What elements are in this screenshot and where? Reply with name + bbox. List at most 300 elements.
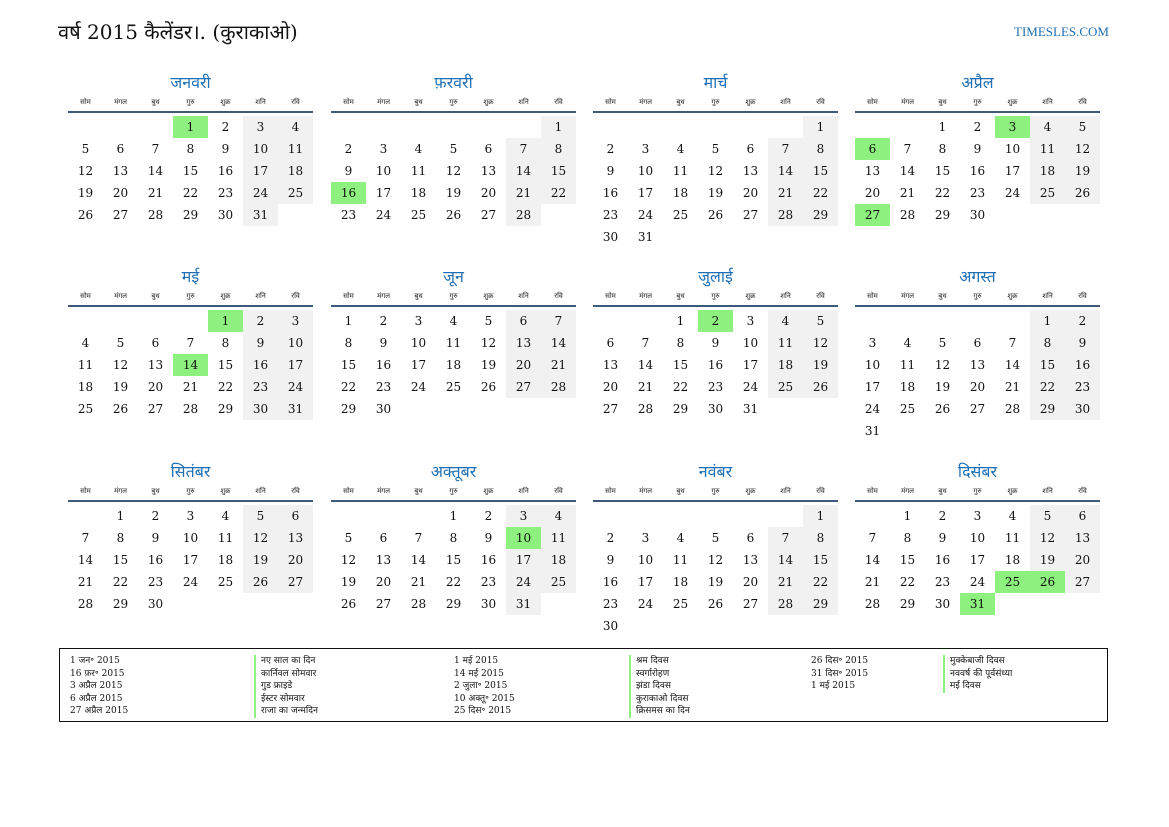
day-cell: 21	[77, 575, 94, 589]
day-cell: 11	[77, 358, 94, 372]
weekday-label: शनि	[518, 487, 529, 495]
day-cell: 14	[147, 164, 164, 178]
day-cell: 2	[606, 142, 615, 156]
day-cell: 3	[278, 310, 313, 332]
holiday-day-cell: 3	[995, 116, 1030, 138]
day-cell: 13	[506, 332, 541, 354]
day-cell: 7	[868, 531, 877, 545]
empty-cell	[401, 505, 436, 527]
day-cell: 19	[340, 575, 357, 589]
day-cell: 26	[1065, 182, 1100, 204]
day-cell: 31	[742, 402, 759, 416]
day-cell: 4	[278, 116, 313, 138]
day-cell: 10	[1004, 142, 1021, 156]
day-cell: 11	[445, 336, 462, 350]
day-cell: 1	[938, 120, 947, 134]
day-cell: 3	[973, 509, 982, 523]
site-link[interactable]: TIMESLES.COM	[1014, 24, 1109, 39]
weekday-label: गुरु	[711, 98, 720, 106]
day-cell: 19	[707, 575, 724, 589]
day-cell: 9	[973, 142, 982, 156]
empty-cell	[768, 116, 803, 138]
holiday-day-cell: 26	[1030, 571, 1065, 593]
weekday-label: सोम	[343, 292, 354, 300]
day-cell: 12	[1030, 527, 1065, 549]
day-cell: 19	[707, 186, 724, 200]
weekday-label: बुध	[676, 98, 685, 106]
day-cell: 21	[506, 182, 541, 204]
day-cell: 2	[1065, 310, 1100, 332]
day-cell: 16	[602, 575, 619, 589]
weekday-header	[593, 290, 838, 307]
weekday-label: मंगल	[377, 292, 390, 300]
empty-cell	[331, 116, 366, 138]
day-cell: 26	[445, 208, 462, 222]
weekday-header	[855, 485, 1100, 502]
empty-cell	[593, 116, 628, 138]
empty-cell	[68, 310, 103, 332]
day-cell: 14	[768, 549, 803, 571]
day-cell: 19	[480, 358, 497, 372]
day-cell: 5	[1030, 505, 1065, 527]
day-cell: 29	[899, 597, 916, 611]
weekday-label: सोम	[605, 98, 616, 106]
day-cell: 28	[147, 208, 164, 222]
empty-cell	[733, 505, 768, 527]
day-cell: 22	[182, 186, 199, 200]
weekday-label: शनि	[780, 98, 791, 106]
day-cell: 30	[243, 398, 278, 420]
empty-cell	[138, 116, 173, 138]
day-cell: 24	[637, 597, 654, 611]
day-cell: 8	[541, 138, 576, 160]
day-cell: 3	[641, 531, 650, 545]
day-cell: 3	[186, 509, 195, 523]
day-cell: 1	[803, 505, 838, 527]
day-cell: 30	[707, 402, 724, 416]
day-cell: 3	[506, 505, 541, 527]
weekday-label: सोम	[867, 487, 878, 495]
holiday-day-cell: 2	[698, 310, 733, 332]
day-cell: 13	[375, 553, 392, 567]
day-cell: 7	[81, 531, 90, 545]
day-cell: 10	[969, 531, 986, 545]
day-cell: 27	[1065, 571, 1100, 593]
legend-holiday-name: श्रम दिवस	[636, 656, 669, 666]
day-cell: 20	[480, 186, 497, 200]
day-grid	[68, 116, 313, 226]
month-1	[68, 72, 313, 226]
weekday-label: शुक्र	[1007, 98, 1018, 106]
legend-holiday-name: ईस्टर सोमवार	[261, 693, 305, 704]
day-cell: 29	[112, 597, 129, 611]
month-7	[593, 266, 838, 420]
month-name: फ़रवरी	[434, 73, 473, 92]
day-cell: 8	[449, 531, 458, 545]
empty-cell	[506, 116, 541, 138]
day-cell: 14	[768, 160, 803, 182]
day-cell: 20	[375, 575, 392, 589]
holiday-legend	[59, 648, 1108, 722]
day-cell: 12	[480, 336, 497, 350]
empty-cell	[890, 310, 925, 332]
day-cell: 23	[934, 575, 951, 589]
day-cell: 4	[676, 142, 685, 156]
day-cell: 23	[602, 208, 619, 222]
day-grid	[331, 116, 576, 226]
day-cell: 19	[445, 186, 462, 200]
legend-date: 1 जन॰ 2015	[70, 656, 120, 666]
day-cell: 24	[506, 571, 541, 593]
day-cell: 7	[1008, 336, 1017, 350]
weekday-label: बुध	[414, 98, 423, 106]
day-cell: 25	[445, 380, 462, 394]
weekday-header	[331, 290, 576, 307]
day-cell: 19	[1030, 549, 1065, 571]
day-cell: 23	[707, 380, 724, 394]
day-grid	[855, 310, 1100, 442]
legend-holiday-name: मई दिवस	[950, 681, 981, 691]
day-cell: 28	[1004, 402, 1021, 416]
day-cell: 29	[934, 208, 951, 222]
weekday-label: शनि	[1042, 292, 1053, 300]
day-cell: 19	[77, 186, 94, 200]
day-cell: 5	[484, 314, 493, 328]
day-cell: 18	[541, 549, 576, 571]
day-cell: 9	[1065, 332, 1100, 354]
month-name: नवंबर	[698, 462, 733, 481]
day-cell: 20	[1065, 549, 1100, 571]
day-cell: 29	[803, 593, 838, 615]
day-cell: 12	[445, 164, 462, 178]
day-cell: 7	[903, 142, 912, 156]
legend-holiday-name: क्रिसमस का दिन	[636, 706, 690, 716]
month-name: जनवरी	[170, 73, 211, 92]
empty-cell	[855, 310, 890, 332]
day-cell: 30	[480, 597, 497, 611]
empty-cell	[401, 116, 436, 138]
empty-cell	[663, 116, 698, 138]
day-cell: 1	[1030, 310, 1065, 332]
empty-cell	[68, 116, 103, 138]
day-cell: 5	[938, 336, 947, 350]
weekday-label: मंगल	[114, 292, 127, 300]
weekday-label: गुरु	[449, 487, 458, 495]
day-cell: 7	[768, 138, 803, 160]
day-cell: 12	[707, 164, 724, 178]
day-grid	[593, 505, 838, 637]
legend-dates-3	[811, 655, 868, 693]
day-cell: 5	[344, 531, 353, 545]
day-cell: 22	[1030, 376, 1065, 398]
weekday-label: रवि	[554, 98, 563, 106]
holiday-day-cell: 31	[960, 593, 995, 615]
empty-cell	[855, 116, 890, 138]
day-grid	[855, 505, 1100, 615]
day-cell: 10	[278, 332, 313, 354]
legend-date: 31 दिस॰ 2015	[811, 668, 869, 679]
day-cell: 3	[746, 314, 755, 328]
day-cell: 1	[449, 509, 458, 523]
day-cell: 17	[637, 575, 654, 589]
day-cell: 25	[77, 402, 94, 416]
weekday-label: रवि	[291, 487, 300, 495]
weekday-label: बुध	[676, 487, 685, 495]
empty-cell	[768, 505, 803, 527]
month-name: दिसंबर	[957, 462, 998, 481]
day-cell: 16	[147, 553, 164, 567]
legend-holiday-name: राजा का जन्मदिन	[261, 706, 319, 716]
legend-date: 25 दिस॰ 2015	[454, 706, 512, 716]
empty-cell	[663, 505, 698, 527]
day-cell: 3	[641, 142, 650, 156]
empty-cell	[960, 310, 995, 332]
weekday-label: शुक्र	[745, 487, 756, 495]
day-cell: 17	[1004, 164, 1021, 178]
day-cell: 23	[243, 376, 278, 398]
day-cell: 23	[217, 186, 234, 200]
legend-date: 6 अप्रैल 2015	[70, 693, 123, 704]
day-cell: 23	[147, 575, 164, 589]
day-cell: 22	[934, 186, 951, 200]
day-cell: 18	[410, 186, 427, 200]
legend-date: 1 मई 2015	[454, 656, 499, 666]
weekday-label: शुक्र	[1007, 292, 1018, 300]
weekday-header	[855, 290, 1100, 307]
day-cell: 12	[243, 527, 278, 549]
legend-holiday-name: कुराकाओ दिवस	[636, 693, 689, 704]
day-cell: 6	[973, 336, 982, 350]
day-cell: 5	[116, 336, 125, 350]
day-cell: 20	[864, 186, 881, 200]
empty-cell	[995, 310, 1030, 332]
day-cell: 5	[81, 142, 90, 156]
day-cell: 26	[707, 597, 724, 611]
day-grid	[331, 505, 576, 615]
day-cell: 29	[445, 597, 462, 611]
day-cell: 20	[506, 354, 541, 376]
day-cell: 27	[506, 376, 541, 398]
day-cell: 22	[340, 380, 357, 394]
day-cell: 20	[742, 575, 759, 589]
day-cell: 27	[147, 402, 164, 416]
weekday-label: शनि	[780, 292, 791, 300]
day-cell: 17	[742, 358, 759, 372]
holiday-day-cell: 16	[331, 182, 366, 204]
day-cell: 30	[934, 597, 951, 611]
day-cell: 11	[899, 358, 916, 372]
legend-date: 2 जुला॰ 2015	[454, 681, 508, 691]
day-cell: 16	[480, 553, 497, 567]
day-cell: 28	[768, 204, 803, 226]
day-cell: 5	[1065, 116, 1100, 138]
page-title: वर्ष 2015 कैलेंडर।. (कुराकाओ)	[58, 20, 298, 44]
holiday-day-cell: 10	[506, 527, 541, 549]
day-cell: 16	[1065, 354, 1100, 376]
empty-cell	[331, 505, 366, 527]
empty-cell	[890, 116, 925, 138]
day-cell: 24	[969, 575, 986, 589]
month-name: जून	[443, 267, 464, 286]
legend-holiday-name: गुड फ्राइडे	[261, 681, 293, 691]
empty-cell	[103, 116, 138, 138]
legend-date: 26 दिस॰ 2015	[811, 656, 869, 666]
day-cell: 3	[414, 314, 423, 328]
day-cell: 20	[147, 380, 164, 394]
day-cell: 13	[742, 553, 759, 567]
weekday-label: शुक्र	[483, 98, 494, 106]
day-cell: 23	[340, 208, 357, 222]
day-cell: 9	[151, 531, 160, 545]
day-cell: 11	[217, 531, 234, 545]
legend-date: 1 मई 2015	[811, 681, 856, 691]
day-grid	[68, 505, 313, 615]
weekday-label: मंगल	[901, 487, 914, 495]
day-cell: 12	[707, 553, 724, 567]
day-cell: 30	[969, 208, 986, 222]
day-cell: 8	[803, 138, 838, 160]
day-cell: 2	[151, 509, 160, 523]
day-cell: 9	[379, 336, 388, 350]
day-cell: 8	[903, 531, 912, 545]
day-grid	[68, 310, 313, 420]
day-cell: 25	[672, 208, 689, 222]
weekday-label: शुक्र	[745, 98, 756, 106]
day-cell: 29	[217, 402, 234, 416]
day-cell: 5	[803, 310, 838, 332]
day-cell: 11	[1030, 138, 1065, 160]
day-cell: 14	[864, 553, 881, 567]
day-cell: 24	[182, 575, 199, 589]
day-cell: 25	[672, 597, 689, 611]
day-cell: 9	[606, 164, 615, 178]
weekday-label: रवि	[816, 292, 825, 300]
day-cell: 22	[803, 571, 838, 593]
day-cell: 9	[344, 164, 353, 178]
weekday-label: रवि	[291, 98, 300, 106]
day-cell: 5	[243, 505, 278, 527]
day-cell: 18	[217, 553, 234, 567]
day-cell: 10	[410, 336, 427, 350]
day-cell: 24	[1004, 186, 1021, 200]
day-cell: 15	[541, 160, 576, 182]
legend-holiday-name: मुक्केबाजी दिवस	[950, 656, 1005, 666]
empty-cell	[925, 310, 960, 332]
day-cell: 18	[445, 358, 462, 372]
day-cell: 5	[711, 142, 720, 156]
weekday-label: मंगल	[377, 487, 390, 495]
day-cell: 13	[147, 358, 164, 372]
legend-date: 16 फ़र॰ 2015	[70, 668, 125, 679]
weekday-label: गुरु	[973, 487, 982, 495]
day-cell: 20	[602, 380, 619, 394]
day-cell: 22	[217, 380, 234, 394]
weekday-label: गुरु	[186, 292, 195, 300]
weekday-label: बुध	[151, 98, 160, 106]
weekday-header	[855, 96, 1100, 113]
day-cell: 30	[217, 208, 234, 222]
legend-holiday-name: नए साल का दिन	[261, 656, 316, 666]
weekday-label: बुध	[151, 292, 160, 300]
day-cell: 27	[375, 597, 392, 611]
month-6	[331, 266, 576, 420]
day-cell: 13	[112, 164, 129, 178]
day-cell: 5	[711, 531, 720, 545]
day-cell: 6	[116, 142, 125, 156]
day-cell: 10	[637, 164, 654, 178]
day-cell: 15	[112, 553, 129, 567]
weekday-label: रवि	[1078, 292, 1087, 300]
day-cell: 16	[934, 553, 951, 567]
day-cell: 17	[182, 553, 199, 567]
month-10	[331, 461, 576, 615]
day-cell: 26	[480, 380, 497, 394]
weekday-header	[68, 290, 313, 307]
day-cell: 18	[768, 354, 803, 376]
day-cell: 28	[541, 376, 576, 398]
day-cell: 24	[864, 402, 881, 416]
day-cell: 6	[746, 531, 755, 545]
day-cell: 13	[480, 164, 497, 178]
day-cell: 9	[484, 531, 493, 545]
day-cell: 18	[1030, 160, 1065, 182]
day-cell: 21	[899, 186, 916, 200]
weekday-label: बुध	[938, 98, 947, 106]
day-cell: 9	[221, 142, 230, 156]
day-cell: 16	[707, 358, 724, 372]
day-cell: 13	[278, 527, 313, 549]
month-2	[331, 72, 576, 226]
day-cell: 21	[1004, 380, 1021, 394]
month-11	[593, 461, 838, 637]
day-cell: 25	[278, 182, 313, 204]
day-cell: 24	[278, 376, 313, 398]
day-cell: 22	[899, 575, 916, 589]
day-cell: 16	[217, 164, 234, 178]
day-cell: 7	[151, 142, 160, 156]
weekday-label: रवि	[816, 98, 825, 106]
weekday-label: सोम	[867, 98, 878, 106]
day-cell: 10	[637, 553, 654, 567]
day-cell: 9	[711, 336, 720, 350]
day-cell: 21	[182, 380, 199, 394]
day-cell: 17	[278, 354, 313, 376]
legend-names-3	[943, 655, 1012, 693]
day-cell: 24	[243, 182, 278, 204]
day-cell: 14	[1004, 358, 1021, 372]
weekday-label: शनि	[780, 487, 791, 495]
day-cell: 15	[934, 164, 951, 178]
weekday-label: गुरु	[973, 98, 982, 106]
day-cell: 11	[541, 527, 576, 549]
month-name: अक्तूबर	[430, 462, 477, 481]
weekday-label: सोम	[343, 487, 354, 495]
day-cell: 10	[243, 138, 278, 160]
weekday-label: शनि	[255, 98, 266, 106]
empty-cell	[103, 310, 138, 332]
day-cell: 12	[112, 358, 129, 372]
day-cell: 21	[864, 575, 881, 589]
day-cell: 19	[934, 380, 951, 394]
day-cell: 10	[864, 358, 881, 372]
day-cell: 8	[344, 336, 353, 350]
day-cell: 22	[672, 380, 689, 394]
day-cell: 13	[602, 358, 619, 372]
day-cell: 15	[899, 553, 916, 567]
month-name: जुलाई	[698, 267, 733, 286]
day-cell: 2	[344, 142, 353, 156]
day-cell: 2	[973, 120, 982, 134]
